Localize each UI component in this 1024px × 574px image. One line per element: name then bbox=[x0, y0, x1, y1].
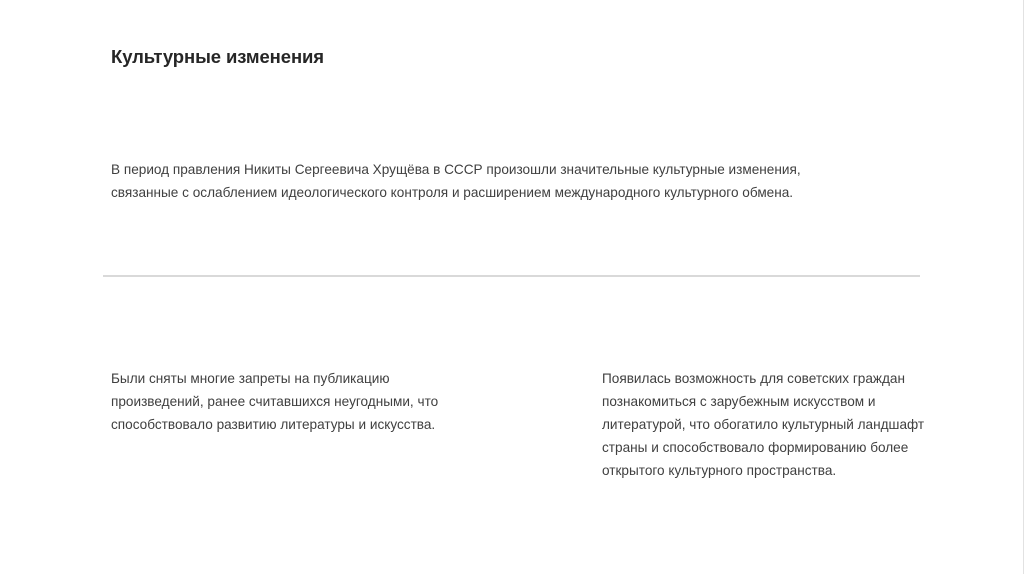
left-column-line: произведений, ранее считавшихся неугодными, что bbox=[111, 394, 439, 409]
intro-line: В период правления Никиты Сергеевича Хрущёва в СССР произошли значительные культурные изменения, bbox=[111, 162, 801, 177]
right-column-line: открытого культурного пространства. bbox=[602, 463, 837, 478]
left-column-line: способствовало развитию литературы и искусства. bbox=[111, 417, 436, 432]
right-column-line: Появилась возможность для советских граждан bbox=[602, 371, 906, 386]
intro-line: связанные с ослаблением идеологического контроля и расширением международного культурного обмена. bbox=[111, 185, 794, 200]
horizontal-divider bbox=[103, 275, 920, 277]
left-column-text bbox=[111, 367, 471, 436]
right-column-line: литературой, что обогатило культурный ландшафт bbox=[602, 417, 925, 432]
right-column-line: познакомиться с зарубежным искусством и bbox=[602, 394, 876, 409]
right-column-line: страны и способствовало формированию более bbox=[602, 440, 909, 455]
left-column-line: Были сняты многие запреты на публикацию bbox=[111, 371, 390, 386]
right-column-text bbox=[602, 367, 962, 482]
intro-paragraph bbox=[111, 158, 871, 204]
slide-title: Культурные изменения bbox=[111, 46, 324, 67]
